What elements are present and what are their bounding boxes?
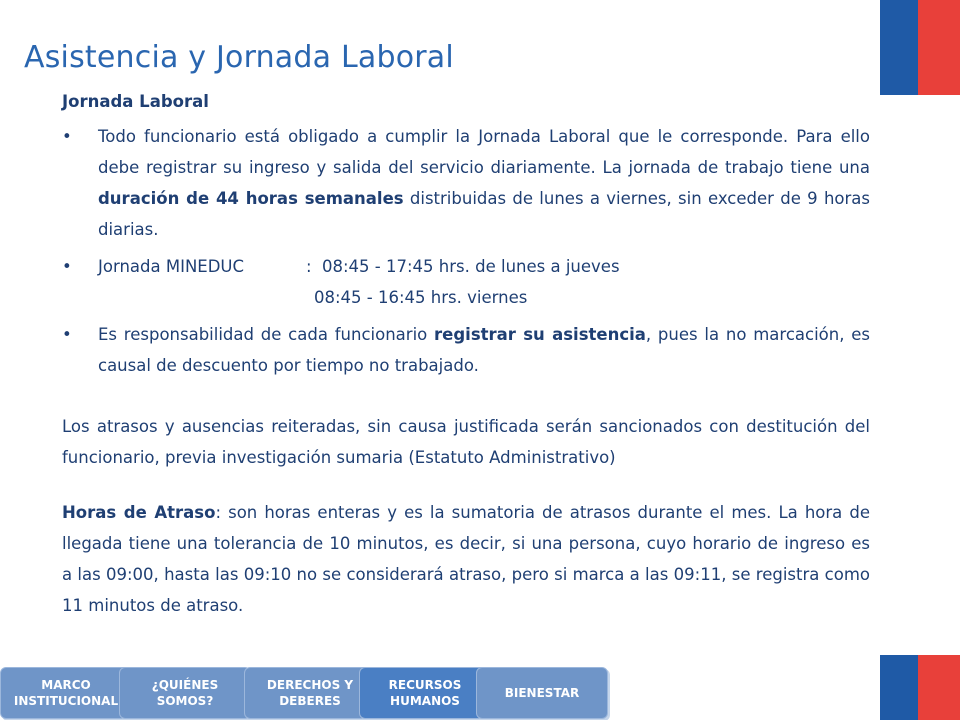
bullet-text: , pues la no marcación, es causal de descuento por tiempo no trabajado.: [98, 325, 870, 375]
bullet-item-jornada: [62, 121, 870, 245]
paragraph-text: : son horas enteras y es la sumatoria de atrasos durante el mes. La hora de llegada tiene una tolerancia de 10 minutos, es decir, si una persona, cuyo horario de ingreso es a las 09:00, hasta las 09:10 no se considerará atraso, pero si marca a las 09:11, se registra como 11 minutos de atraso.: [62, 503, 870, 615]
flag-decoration-bottom: [880, 655, 960, 720]
bullet-text: Es responsabilidad de cada funcionario: [98, 325, 435, 344]
flag-blue-stripe: [880, 655, 918, 720]
bullet-text: Todo funcionario está obligado a cumplir la Jornada Laboral que le corresponde. Para ello debe registrar su ingreso y salida del servicio diariamente. La jornada de trabajo tiene una: [98, 127, 870, 177]
bullet-dot: •: [62, 325, 72, 344]
paragraph-bold-text: Horas de Atraso: [62, 503, 216, 522]
bullet-bold-text: duración de 44 horas semanales: [98, 189, 404, 208]
bullet-dot: •: [62, 127, 72, 146]
bullet-bold-text: registrar su asistencia: [434, 325, 646, 344]
bullet-item-registro: [62, 319, 870, 381]
section-heading: Jornada Laboral: [62, 92, 209, 111]
nav-button-recursos-humanos[interactable]: RECURSOS HUMANOS: [359, 667, 491, 719]
schedule-label: Jornada MINEDUC: [98, 257, 245, 276]
nav-button-derechos-deberes[interactable]: DERECHOS Y DEBERES: [244, 667, 376, 719]
schedule-separator: :: [306, 257, 312, 276]
flag-red-stripe: [918, 655, 960, 720]
schedule-friday: 08:45 - 16:45 hrs. viernes: [314, 288, 528, 307]
nav-button-quienes-somos[interactable]: ¿QUIÉNES SOMOS?: [119, 667, 251, 719]
flag-red-stripe: [918, 0, 960, 95]
bullet-text: distribuidas de lunes a viernes, sin exceder de 9 horas diarias.: [98, 189, 870, 239]
schedule-weekdays: 08:45 - 17:45 hrs. de lunes a jueves: [322, 257, 620, 276]
paragraph-horas-atraso: [62, 497, 870, 621]
flag-blue-stripe: [880, 0, 918, 95]
page-title: Asistencia y Jornada Laboral: [24, 40, 454, 76]
paragraph-atrasos: Los atrasos y ausencias reiteradas, sin causa justificada serán sancionados con destitución del funcionario, previa investigación sumaria (Estatuto Administrativo): [62, 417, 870, 467]
nav-button-bienestar[interactable]: BIENESTAR: [476, 667, 608, 719]
flag-decoration-top: [880, 0, 960, 95]
nav-button-marco-institucional[interactable]: MARCO INSTITUCIONAL: [0, 667, 132, 719]
content-body: [62, 86, 870, 621]
bullet-item-schedule: [62, 251, 870, 313]
bullet-dot: •: [62, 257, 72, 276]
